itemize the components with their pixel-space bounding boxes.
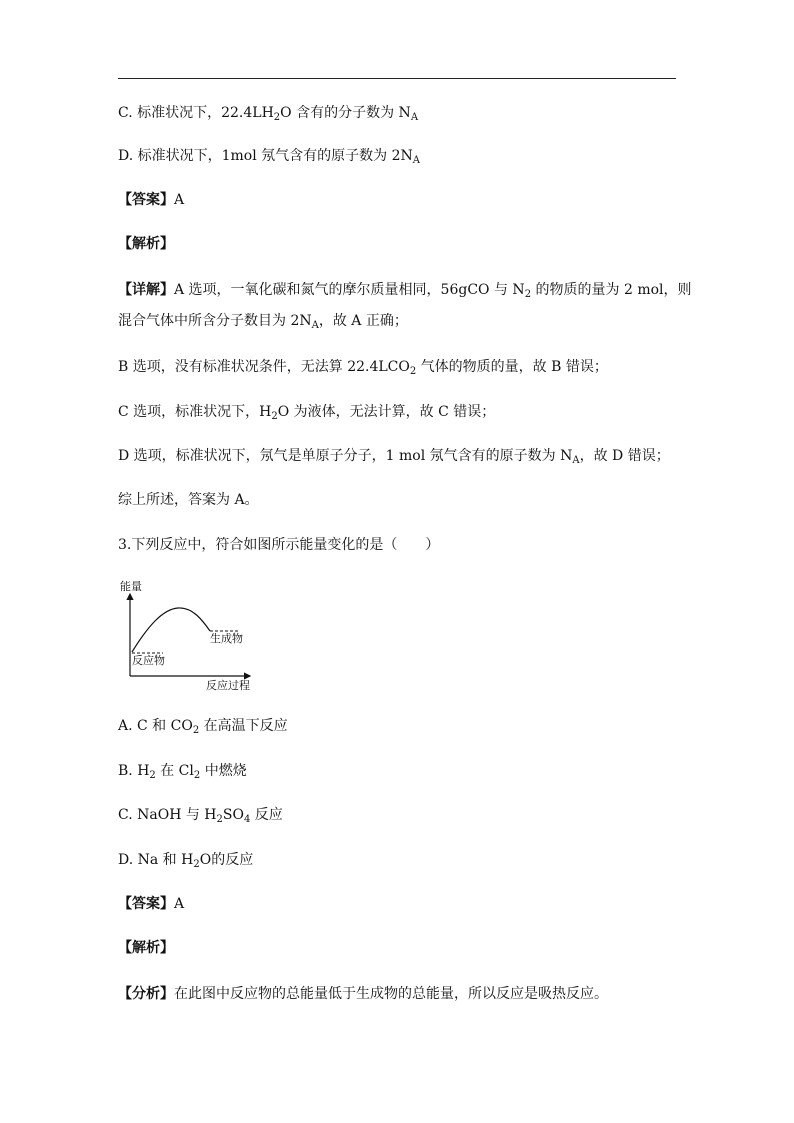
- answer-value: A: [174, 192, 185, 208]
- q2-detail-line-1: 【详解】A 选项，一氧化碳和氮气的摩尔质量相同，56gCO 与 $N_2$ 的物质的量为 2 mol，则: [118, 282, 692, 300]
- q2-detail-b: B 选项，没有标准状况条件，无法算 $22.4LCO_2$ 气体的物质的量，故 B 错误；: [118, 359, 608, 377]
- header-rule: [118, 78, 676, 79]
- answer-label: 【答案】: [118, 192, 174, 208]
- q3-option-c: C. NaOH 与 $H_2SO_4$ 反应: [118, 807, 283, 825]
- x-axis-label: 反应过程: [206, 679, 250, 692]
- answer-value: A: [174, 896, 185, 912]
- q3-answer: [118, 894, 184, 914]
- y-axis-label: 能量: [120, 580, 142, 593]
- q3-option-d: D. Na 和 $H_2O$的反应: [118, 852, 254, 870]
- q3-option-a: A. C 和 $CO_2$ 在高温下反应: [118, 718, 288, 736]
- q3-question: 3.下列反应中，符合如图所示能量变化的是（ ）: [118, 537, 440, 553]
- q3-analysis: 【分析】在此图中反应物的总能量低于生成物的总能量，所以反应是吸热反应。: [118, 986, 608, 1002]
- q2-analysis-label: 【解析】: [118, 236, 174, 252]
- q2-option-d: D. 标准状况下，1mol 氖气含有的原子数为 $2N_A$: [118, 148, 421, 166]
- q2-summary: 综上所述，答案为 A。: [118, 492, 259, 508]
- analysis-text-label: 【分析】: [118, 986, 174, 1002]
- q2-detail-c: C 选项，标准状况下，$H_2O$ 为液体，无法计算，故 C 错误；: [118, 404, 496, 422]
- answer-label: 【答案】: [118, 896, 174, 912]
- energy-curve: [132, 608, 210, 652]
- q2-detail-d: D 选项，标准状况下，氖气是单原子分子，1 mol 氖气含有的原子数为 $N_A$，故 D 错误；: [118, 448, 670, 466]
- reactant-label: 反应物: [132, 654, 165, 667]
- q2-detail-line-2: 混合气体中所含分子数目为 $2N_A$，故 A 正确；: [118, 313, 408, 331]
- q2-answer: [118, 190, 184, 210]
- energy-diagram: [118, 576, 268, 694]
- product-label: 生成物: [210, 632, 243, 645]
- q3-analysis-label: 【解析】: [118, 940, 174, 956]
- detail-label: 【详解】: [118, 282, 174, 298]
- q2-option-c: C. 标准状况下，$22.4LH_2O$ 含有的分子数为 $N_A$: [118, 105, 419, 123]
- q3-option-b: B. $H_2$ 在 $Cl_2$ 中燃烧: [118, 763, 247, 781]
